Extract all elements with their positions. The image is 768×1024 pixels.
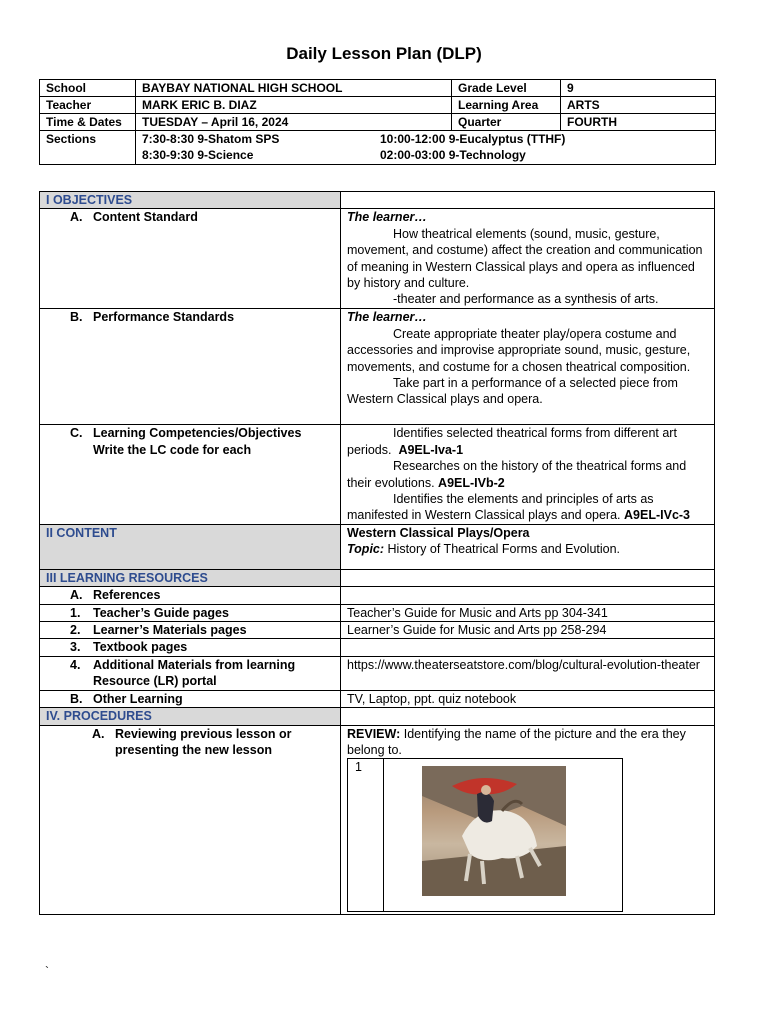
grade-label: Grade Level [452,80,561,97]
review-cell: REVIEW: Identifying the name of the picture and the era they belong to. 1 [341,725,715,914]
procedures-header-blank [341,708,715,725]
objectives-header: I OBJECTIVES [40,192,341,209]
content-standard-text: The learner… How theatrical elements (sound, music, gesture, movement, and costume) affect the creation and communication of meaning in Western Classical plays and opera as influenced by history and culture. -theater and performance as a synthesis of arts. [341,209,715,309]
content-header: II CONTENT [40,524,341,569]
performance-standards-text: The learner… Create appropriate theater play/opera costume and accessories and improvise appropriate sound, music, gesture, movements, and costume for a chosen theatrical composition. Take part in a performance of a selected piece from Western Classical plays and opera. [341,309,715,425]
quarter-value: FOURTH [561,114,716,131]
section-item: 02:00-03:00 9-Technology [380,148,526,162]
resource-row-label: 4. Additional Materials from learning Resource (LR) portal [40,656,341,690]
page-title: Daily Lesson Plan (DLP) [286,44,482,63]
resource-row-value: Learner’s Guide for Music and Arts pp 258-294 [341,622,715,639]
section-item: 8:30-9:30 9-Science [142,148,254,162]
content-text: Western Classical Plays/Opera Topic: History of Theatrical Forms and Evolution. [341,524,715,569]
resource-row-label: 3. Textbook pages [40,639,341,656]
competencies-text: Identifies selected theatrical forms from different art periods. A9EL-Iva-1 Researches on the history of the theatrical forms and their evolutions. A9EL-IVb-2 Identifies the elements and principles of arts as manifested in Western Classical plays and opera. A9EL-IVc-3 [341,425,715,524]
sections-line-2 [142,147,709,163]
school-label: School [40,80,136,97]
sections-line-1 [142,131,709,147]
quarter-label: Quarter [452,114,561,131]
info-table [39,79,716,165]
time-label: Time & Dates [40,114,136,131]
review-label: A. Reviewing previous lesson or presenting the new lesson [40,725,341,914]
area-label: Learning Area [452,97,561,114]
resource-row-label: A. References [40,587,341,604]
grade-value: 9 [561,80,716,97]
time-value: TUESDAY – April 16, 2024 [136,114,452,131]
resource-link: https://www.theaterseatstore.com/blog/cultural-evolution-theater [341,656,715,690]
lesson-table [39,191,715,915]
teacher-value: MARK ERIC B. DIAZ [136,97,452,114]
napoleon-painting-image [422,766,566,896]
resource-row-value: TV, Laptop, ppt. quiz notebook [341,690,715,707]
performance-standards-label: B. Performance Standards [40,309,341,425]
painting-illustration [422,766,566,896]
section-item: 7:30-8:30 9-Shatom SPS [142,132,280,146]
competencies-label: C. Learning Competencies/Objectives Write the LC code for each [40,425,341,524]
section-item: 10:00-12:00 9-Eucalyptus (TTHF) [380,132,566,146]
sections-value [136,131,716,165]
resources-header-blank [341,569,715,586]
content-standard-label: A. Content Standard [40,209,341,309]
area-value: ARTS [561,97,716,114]
resource-row-value [341,587,715,604]
procedures-header: IV. PROCEDURES [40,708,341,725]
resource-row-label: B. Other Learning [40,690,341,707]
resource-row-label: 2. Learner’s Materials pages [40,622,341,639]
teacher-label: Teacher [40,97,136,114]
resource-row-label: 1. Teacher’s Guide pages [40,604,341,621]
footer-mark: ` [45,964,49,978]
resource-row-value: Teacher’s Guide for Music and Arts pp 304-341 [341,604,715,621]
resource-row-value [341,639,715,656]
sections-label: Sections [40,131,136,165]
resources-header: III LEARNING RESOURCES [40,569,341,586]
picture-number: 1 [348,759,384,912]
school-value: BAYBAY NATIONAL HIGH SCHOOL [136,80,452,97]
picture-table [347,758,623,912]
picture-cell [384,759,623,912]
objectives-header-blank [341,192,715,209]
